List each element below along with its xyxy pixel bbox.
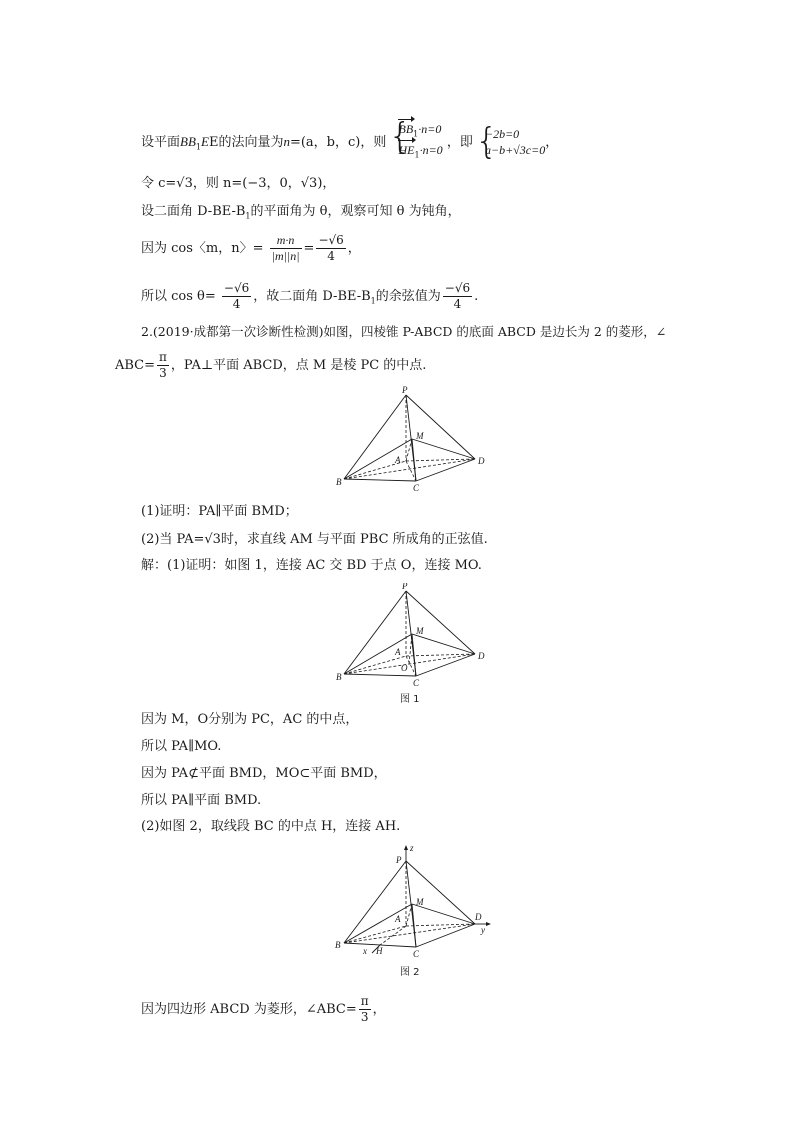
line-dihedral-angle — [141, 203, 461, 226]
text: ，PA⊥平面 ABCD，点 M 是棱 PC 的中点. — [170, 358, 427, 373]
question-1: (1)证明：PA∥平面 BMD； — [141, 504, 298, 519]
fraction — [270, 233, 302, 264]
line-cos-theta — [141, 281, 478, 312]
fraction — [359, 994, 371, 1025]
text: BB — [180, 133, 196, 149]
denominator: 4 — [327, 249, 335, 263]
label-M: M — [416, 626, 424, 636]
subscript: 1 — [413, 129, 419, 139]
text: n — [283, 133, 290, 149]
label-z: z — [410, 843, 414, 853]
text: =(a，b，c)，则 — [289, 134, 387, 150]
text: 因为四边形 ABCD 为菱形，∠ABC= — [141, 1002, 357, 1017]
numerator: π — [360, 994, 369, 1008]
label-x: x — [363, 946, 367, 956]
vector-label: BB — [398, 122, 414, 136]
numerator: −√6 — [223, 281, 250, 295]
solution-1: 解：(1)证明：如图 1，连接 AC 交 BD 于点 O，连接 MO. — [141, 558, 482, 573]
equation-system-2 — [477, 126, 545, 158]
solution-line-5: (2)如图 2，取线段 BC 的中点 H，连接 AH. — [141, 819, 401, 834]
text: ABC= — [115, 358, 156, 373]
label-B: B — [336, 477, 342, 487]
label-D: D — [478, 651, 485, 661]
label-O: O — [401, 663, 408, 673]
denominator: 3 — [360, 1010, 369, 1024]
equation-row: ·n=0 — [419, 143, 443, 158]
line-let-c: 令 c=√3，则 n=(−3，0，√3)， — [141, 176, 336, 191]
equation-system-1 — [390, 121, 442, 164]
numerator: −√6 — [444, 281, 471, 295]
text: ， — [545, 134, 559, 150]
text: 设平面 — [141, 134, 181, 150]
denominator: 4 — [453, 297, 462, 311]
problem-2-statement-cont — [115, 350, 426, 381]
text: 的余弦值为 — [375, 289, 441, 304]
line-cos-mn — [141, 233, 361, 264]
numerator: π — [159, 350, 167, 364]
label-M: M — [416, 897, 424, 907]
denominator: 4 — [232, 297, 241, 311]
label-A: A — [395, 455, 401, 465]
equation-row: a−b+√3c=0 — [484, 143, 546, 158]
text: 的平面角为 θ，观察可知 θ 为钝角， — [250, 204, 461, 219]
equation-row: { −2b=0 — [484, 127, 520, 142]
solution-line-6 — [141, 994, 386, 1025]
solution-line-3: 因为 PA⊄平面 BMD，MO⊂平面 BMD， — [141, 766, 387, 781]
text: . — [474, 289, 479, 304]
numerator: m·n — [270, 233, 302, 249]
text: ，故二面角 D-BE-B — [253, 289, 371, 304]
text: ， — [347, 241, 361, 256]
text: 所以 cos θ= — [141, 289, 216, 304]
fraction — [222, 281, 251, 312]
label-B: B — [335, 940, 341, 950]
pyramid-figure-1 — [330, 583, 500, 688]
label-y: y — [481, 925, 485, 935]
question-2: (2)当 PA=√3时，求直线 AM 与平面 PBC 所成角的正弦值. — [141, 532, 488, 547]
label-B: B — [336, 672, 342, 682]
denominator: |m||n| — [271, 249, 300, 263]
text: ， — [372, 1002, 386, 1017]
subscript: 1 — [195, 142, 201, 152]
fraction — [157, 350, 169, 381]
text: E — [201, 133, 209, 149]
subscript: 1 — [414, 150, 420, 160]
text: = — [303, 241, 315, 256]
fraction — [316, 233, 345, 264]
pyramid-figure-2 — [330, 843, 505, 961]
vector-label: HE — [398, 143, 415, 158]
text: 因为 cos〈m，n〉= — [141, 241, 264, 256]
subscript: 1 — [245, 211, 251, 221]
label-C: C — [413, 949, 420, 959]
text: E的法向量为 — [208, 134, 284, 150]
text: 设二面角 D-BE-B — [141, 204, 246, 219]
solution-line-2: 所以 PA∥MO. — [141, 739, 222, 754]
subscript: 1 — [370, 296, 376, 306]
text: ，即 — [446, 134, 473, 150]
label-D: D — [475, 912, 482, 922]
numerator: −√6 — [318, 233, 344, 247]
label-P: P — [402, 385, 408, 395]
equation-row: ·n=0 — [418, 122, 442, 136]
problem-2-statement: 2.(2019·成都第一次诊断性检测)如图，四棱锥 P-ABCD 的底面 ABCD 是边长为 2 的菱形，∠ — [141, 324, 667, 339]
label-A: A — [395, 647, 401, 657]
label-P: P — [402, 583, 408, 591]
figure-2-caption: 图 2 — [400, 967, 420, 978]
fraction — [443, 281, 472, 312]
label-P: P — [396, 855, 402, 865]
solution-line-4: 所以 PA∥平面 BMD. — [141, 793, 262, 808]
label-A: A — [395, 914, 401, 924]
label-H: H — [376, 946, 383, 956]
solution-line-1: 因为 M，O分别为 PC，AC 的中点， — [141, 712, 359, 727]
label-M: M — [416, 431, 424, 441]
pyramid-figure — [330, 385, 500, 495]
label-D: D — [478, 456, 485, 466]
label-C: C — [413, 678, 420, 688]
label-C: C — [413, 483, 420, 493]
line-normal-vector — [141, 121, 558, 164]
figure-1-caption: 图 1 — [400, 694, 420, 705]
denominator: 3 — [159, 366, 167, 380]
